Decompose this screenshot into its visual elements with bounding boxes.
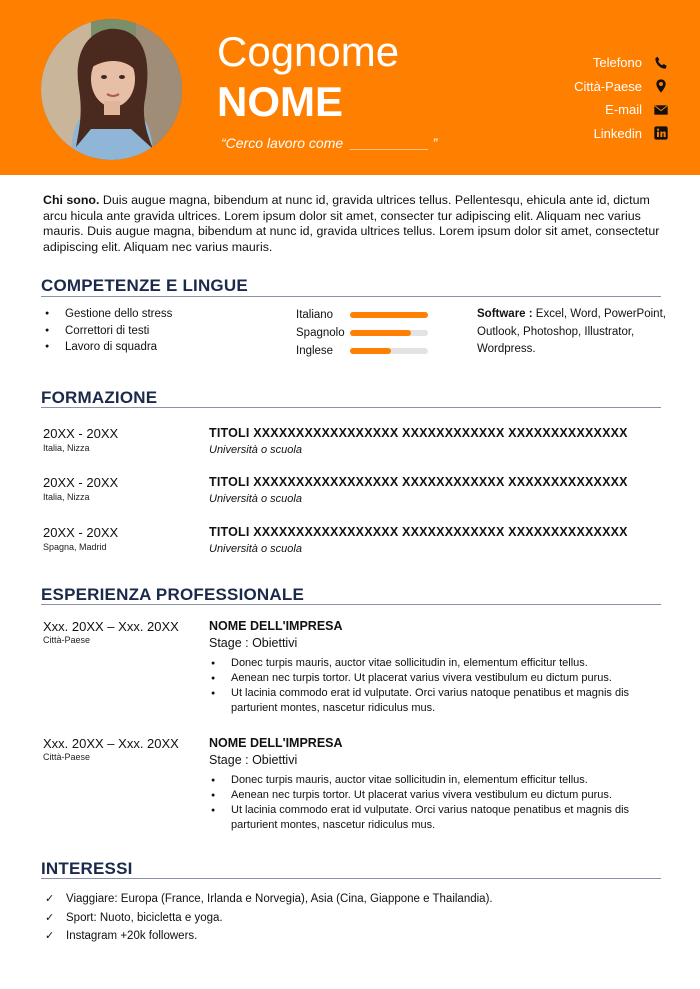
contact-label: E-mail: [605, 102, 642, 118]
language-name: Inglese: [296, 345, 334, 357]
language-level-bar: [350, 348, 428, 354]
profile-photo: [41, 19, 182, 160]
education-school: Università o scuola: [209, 543, 302, 555]
interest-item: ✓ Instagram +20k followers.: [45, 927, 493, 946]
experience-place: Città-Paese: [43, 635, 91, 645]
experience-role: Stage : Obiettivi: [209, 753, 298, 767]
language-name: Spagnolo: [296, 327, 345, 339]
experience-bullet: ● Ut lacinia commodo erat id vulputate. Orci varius natoque penatibus et magnis dis parturient montes, nascetur ridiculus mus.: [209, 686, 664, 716]
contact-linkedin: [450, 122, 670, 146]
skill-item: ● Gestione dello stress: [45, 306, 172, 323]
education-degree: TITOLI XXXXXXXXXXXXXXXXX XXXXXXXXXXXX XXXXXXXXXXXXXX: [209, 475, 628, 489]
job-tagline: “Cerco lavoro come __________ ”: [221, 135, 438, 151]
software-label: Software :: [477, 308, 533, 320]
language-list: [296, 306, 428, 360]
language-row: [296, 306, 428, 324]
language-level-fill: [350, 312, 428, 318]
contact-email: [450, 98, 670, 122]
experience-role: Stage : Obiettivi: [209, 636, 298, 650]
phone-icon: [652, 54, 670, 72]
location-pin-icon: [652, 77, 670, 95]
experience-bullet: ● Donec turpis mauris, auctor vitae sollicitudin in, elementum efficitur tellus.: [209, 656, 664, 671]
section-title-skills: COMPETENZE E LINGUE: [41, 276, 248, 295]
interests-list: [45, 890, 493, 946]
experience-company: NOME DELL'IMPRESA: [209, 619, 343, 633]
section-divider: [41, 878, 661, 879]
language-row: [296, 324, 428, 342]
linkedin-icon: [652, 124, 670, 142]
skills-list: [45, 306, 172, 356]
language-level-fill: [350, 348, 391, 354]
contact-label: Telefono: [592, 55, 642, 71]
language-row: [296, 342, 428, 360]
intro-paragraph: [43, 193, 663, 255]
section-title-education: FORMAZIONE: [41, 388, 158, 407]
contact-location: [450, 75, 670, 99]
skill-item: ● Lavoro di squadra: [45, 339, 172, 356]
header-banner: [0, 0, 700, 175]
education-date: 20XX - 20XX: [43, 525, 119, 540]
section-divider: [41, 407, 661, 408]
education-degree: TITOLI XXXXXXXXXXXXXXXXX XXXXXXXXXXXX XXXXXXXXXXXXXX: [209, 525, 628, 539]
experience-bullet: ● Aenean nec turpis tortor. Ut placerat varius vivera vestibulum eu dictum purus.: [209, 671, 664, 686]
education-place: Spagna, Madrid: [43, 542, 107, 552]
experience-date: Xxx. 20XX – Xxx. 20XX: [43, 619, 179, 634]
experience-bullet: ● Aenean nec turpis tortor. Ut placerat varius vivera vestibulum eu dictum purus.: [209, 788, 664, 803]
interest-item: ✓ Sport: Nuoto, bicicletta e yoga.: [45, 909, 493, 928]
software-text: Excel, Word, PowerPoint, Outlook, Photoshop, Illustrator, Wordpress.: [477, 308, 666, 355]
contact-list: [450, 51, 670, 145]
education-place: Italia, Nizza: [43, 443, 90, 453]
language-name: Italiano: [296, 309, 334, 321]
education-school: Università o scuola: [209, 444, 302, 456]
experience-date: Xxx. 20XX – Xxx. 20XX: [43, 736, 179, 751]
experience-bullets: [209, 773, 664, 833]
education-degree: TITOLI XXXXXXXXXXXXXXXXX XXXXXXXXXXXX XXXXXXXXXXXXXX: [209, 426, 628, 440]
intro-text: Duis augue magna, bibendum at nunc id, gravida ultrices tellus. Pellentesqu, ehicula ante id, dictum arcu hicula ante gravida ultrices. Lorem ipsum dolor sit amet, consecter tur adipiscing elit. Aliquam nec varius mauris. Duis augue magna, bibendum at nunc id, gravida ultrices tellus. Lorem ipsum dolor sit amet, consectetur adipiscing elit. Aliquam nec varius mauris.: [43, 193, 660, 254]
section-divider: [41, 604, 661, 605]
section-divider: [41, 296, 661, 297]
education-place: Italia, Nizza: [43, 492, 90, 502]
envelope-icon: [652, 101, 670, 119]
section-title-interests: INTERESSI: [41, 859, 133, 878]
surname: Cognome: [217, 28, 400, 75]
section-title-experience: ESPERIENZA PROFESSIONALE: [41, 585, 304, 604]
experience-bullet: ● Ut lacinia commodo erat id vulputate. Orci varius natoque penatibus et magnis dis parturient montes, nascetur ridiculus mus.: [209, 803, 664, 833]
first-name: NOME: [217, 78, 343, 125]
education-date: 20XX - 20XX: [43, 475, 119, 490]
language-level-bar: [350, 312, 428, 318]
experience-bullets: [209, 656, 664, 716]
interest-item: ✓ Viaggiare: Europa (France, Irlanda e Norvegia), Asia (Cina, Giappone e Thailandia).: [45, 890, 493, 909]
education-school: Università o scuola: [209, 493, 302, 505]
education-date: 20XX - 20XX: [43, 426, 119, 441]
language-level-fill: [350, 330, 411, 336]
software-skills: [477, 306, 667, 359]
experience-place: Città-Paese: [43, 752, 91, 762]
contact-label: Linkedin: [593, 125, 642, 141]
experience-bullet: ● Donec turpis mauris, auctor vitae sollicitudin in, elementum efficitur tellus.: [209, 773, 664, 788]
intro-lead: Chi sono.: [43, 193, 100, 207]
skill-item: ● Correttori di testi: [45, 323, 172, 340]
contact-label: Città-Paese: [574, 78, 642, 94]
language-level-bar: [350, 330, 428, 336]
contact-phone: [450, 51, 670, 75]
experience-company: NOME DELL'IMPRESA: [209, 736, 343, 750]
